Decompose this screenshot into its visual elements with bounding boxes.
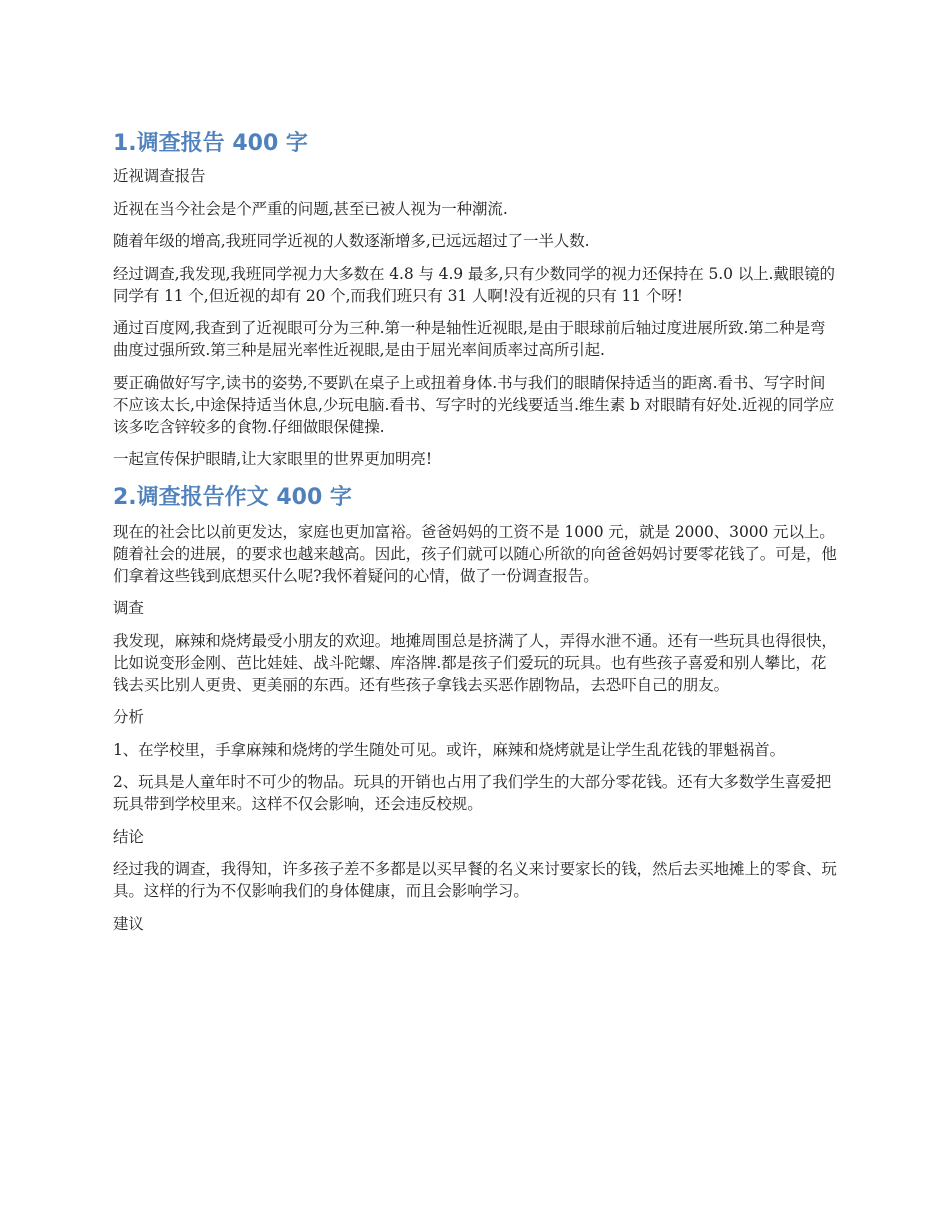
paragraph: 近视在当今社会是个严重的问题,甚至已被人视为一种潮流.: [113, 199, 508, 218]
subheading-suggestion: 建议: [113, 914, 144, 933]
paragraph: 1、在学校里，手拿麻辣和烧烤的学生随处可见。或许，麻辣和烧烤就是让学生乱花钱的罪魁祸首。: [113, 740, 785, 759]
paragraph: 现在的社会比以前更发达，家庭也更加富裕。爸爸妈妈的工资不是 1000 元，就是 2000、3000 元以上。随着社会的进展，的要求也越来越高。因此，孩子们就可以随心所欲的向爸爸妈妈讨要零花钱了。可是，他们拿着这些钱到底想买什么呢?我怀着疑问的心情，做了一份调查报告。: [113, 522, 837, 585]
section-2-heading: 2.调查报告作文 400 字: [113, 484, 352, 510]
paragraph: 2、玩具是人童年时不可少的物品。玩具的开销也占用了我们学生的大部分零花钱。还有大多数学生喜爱把玩具带到学校里来。这样不仅会影响，还会违反校规。: [113, 773, 832, 813]
paragraph: 经过我的调查，我得知，许多孩子差不多都是以买早餐的名义来讨要家长的钱，然后去买地摊上的零食、玩具。这样的行为不仅影响我们的身体健康，而且会影响学习。: [113, 860, 837, 900]
section-1-heading: 1.调查报告 400 字: [113, 131, 308, 156]
paragraph: 随着年级的增高,我班同学近视的人数逐渐增多,已远远超过了一半人数.: [113, 232, 590, 250]
paragraph: 我发现，麻辣和烧烤最受小朋友的欢迎。地摊周围总是挤满了人，弄得水泄不通。还有一些玩具也得很快，比如说变形金刚、芭比娃娃、战斗陀螺、库洛牌.都是孩子们爱玩的玩具。也有些孩子喜爱和别人攀比，花钱去买比别人更贵、更美丽的东西。还有些孩子拿钱去买恶作剧物品，去恐吓自己的朋友。: [113, 631, 837, 694]
paragraph: 经过调查,我发现,我班同学视力大多数在 4.8 与 4.9 最多,只有少数同学的视力还保持在 5.0 以上.戴眼镜的同学有 11 个,但近视的却有 20 个,而我们班只有 31 人啊!没有近视的只有 11 个呀!: [113, 264, 835, 305]
document-page: [113, 127, 840, 945]
subheading-conclusion: 结论: [113, 827, 144, 846]
paragraph: 一起宣传保护眼睛,让大家眼里的世界更加明亮!: [113, 450, 432, 468]
paragraph: 近视调查报告: [113, 167, 206, 185]
subheading-analysis: 分析: [113, 708, 144, 726]
section-2: [113, 481, 840, 935]
paragraph: 通过百度网,我查到了近视眼可分为三种.第一种是轴性近视眼,是由于眼球前后轴过度进展所致.第二种是弯曲度过强所致.第三种是屈光率性近视眼,是由于屈光率间质率过高所引起.: [113, 319, 826, 359]
subheading-survey: 调查: [113, 599, 144, 617]
section-1: [113, 127, 840, 470]
paragraph: 要正确做好写字,读书的姿势,不要趴在桌子上或扭着身体.书与我们的眼睛保持适当的距离.看书、写字时间不应该太长,中途保持适当休息,少玩电脑.看书、写字时的光线要适当.维生素 b 对眼睛有好处.近视的同学应该多吃含锌较多的食物.仔细做眼保健操.: [113, 373, 835, 436]
